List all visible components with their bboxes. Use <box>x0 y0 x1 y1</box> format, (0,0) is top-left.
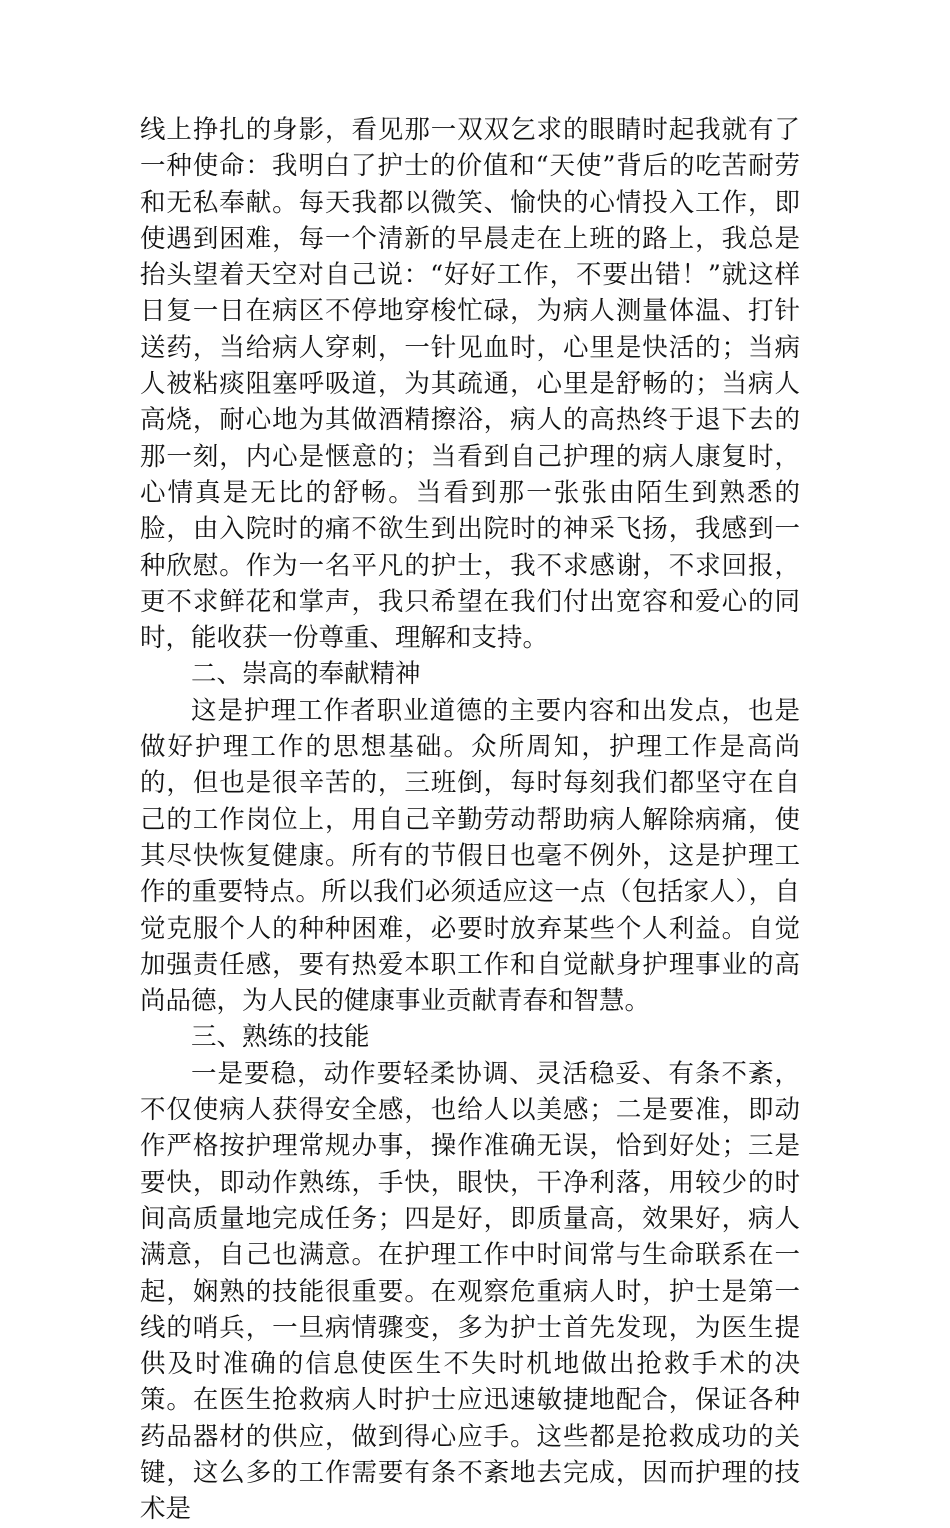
paragraph-2: 这是护理工作者职业道德的主要内容和出发点，也是做好护理工作的思想基础。众所周知，护理工作是高尚的，但也是很辛苦的，三班倒，每时每刻我们都坚守在自己的工作岗位上，用自己辛勤劳动帮助病人解除病痛，使其尽快恢复健康。所有的节假日也毫不例外，这是护理工作的重要特点。所以我们必须适应这一点（包括家人），自觉克服个人的种种困难，必要时放弃某些个人利益。自觉加强责任感，要有热爱本职工作和自觉献身护理事业的高尚品德，为人民的健康事业贡献青春和智慧。 <box>140 695 800 1017</box>
section-heading-3: 三、熟练的技能 <box>191 1022 370 1053</box>
paragraph-1: 线上挣扎的身影，看见那一双双乞求的眼睛时起我就有了一种使命：我明白了护士的价值和“天使”背后的吃苦耐劳和无私奉献。每天我都以微笑、愉快的心情投入工作，即使遇到困难，每一个清新的早晨走在上班的路上，我总是抬头望着天空对自己说：“好好工作，不要出错！”就这样日复一日在病区不停地穿梭忙碌，为病人测量体温、打针送药，当给病人穿刺，一针见血时，心里是快活的；当病人被粘痰阻塞呼吸道，为其疏通，心里是舒畅的；当病人高烧，耐心地为其做酒精擦浴，病人的高热终于退下去的那一刻，内心是惬意的；当看到自己护理的病人康复时，心情真是无比的舒畅。当看到那一张张由陌生到熟悉的脸，由入院时的痛不欲生到出院时的神采飞扬，我感到一种欣慰。作为一名平凡的护士，我不求感谢，不求回报，更不求鲜花和掌声，我只希望在我们付出宽容和爱心的同时，能收获一份尊重、理解和支持。 <box>140 115 800 654</box>
document-page <box>140 112 800 1528</box>
section-heading-2: 二、崇高的奉献精神 <box>191 659 421 690</box>
paragraph-3: 一是要稳，动作要轻柔协调、灵活稳妥、有条不紊，不仅使病人获得安全感，也给人以美感；二是要准，即动作严格按护理常规办事，操作准确无误，恰到好处；三是要快，即动作熟练，手快，眼快，干净利落，用较少的时间高质量地完成任务；四是好，即质量高，效果好，病人满意，自己也满意。在护理工作中时间常与生命联系在一起，娴熟的技能很重要。在观察危重病人时，护士是第一线的哨兵，一旦病情骤变，多为护士首先发现，为医生提供及时准确的信息使医生不失时机地做出抢救手术的决策。在医生抢救病人时护士应迅速敏捷地配合，保证各种药品器材的供应，做到得心应手。这些都是抢救成功的关键，这么多的工作需要有条不紊地去完成，因而护理的技术是 <box>140 1058 800 1525</box>
